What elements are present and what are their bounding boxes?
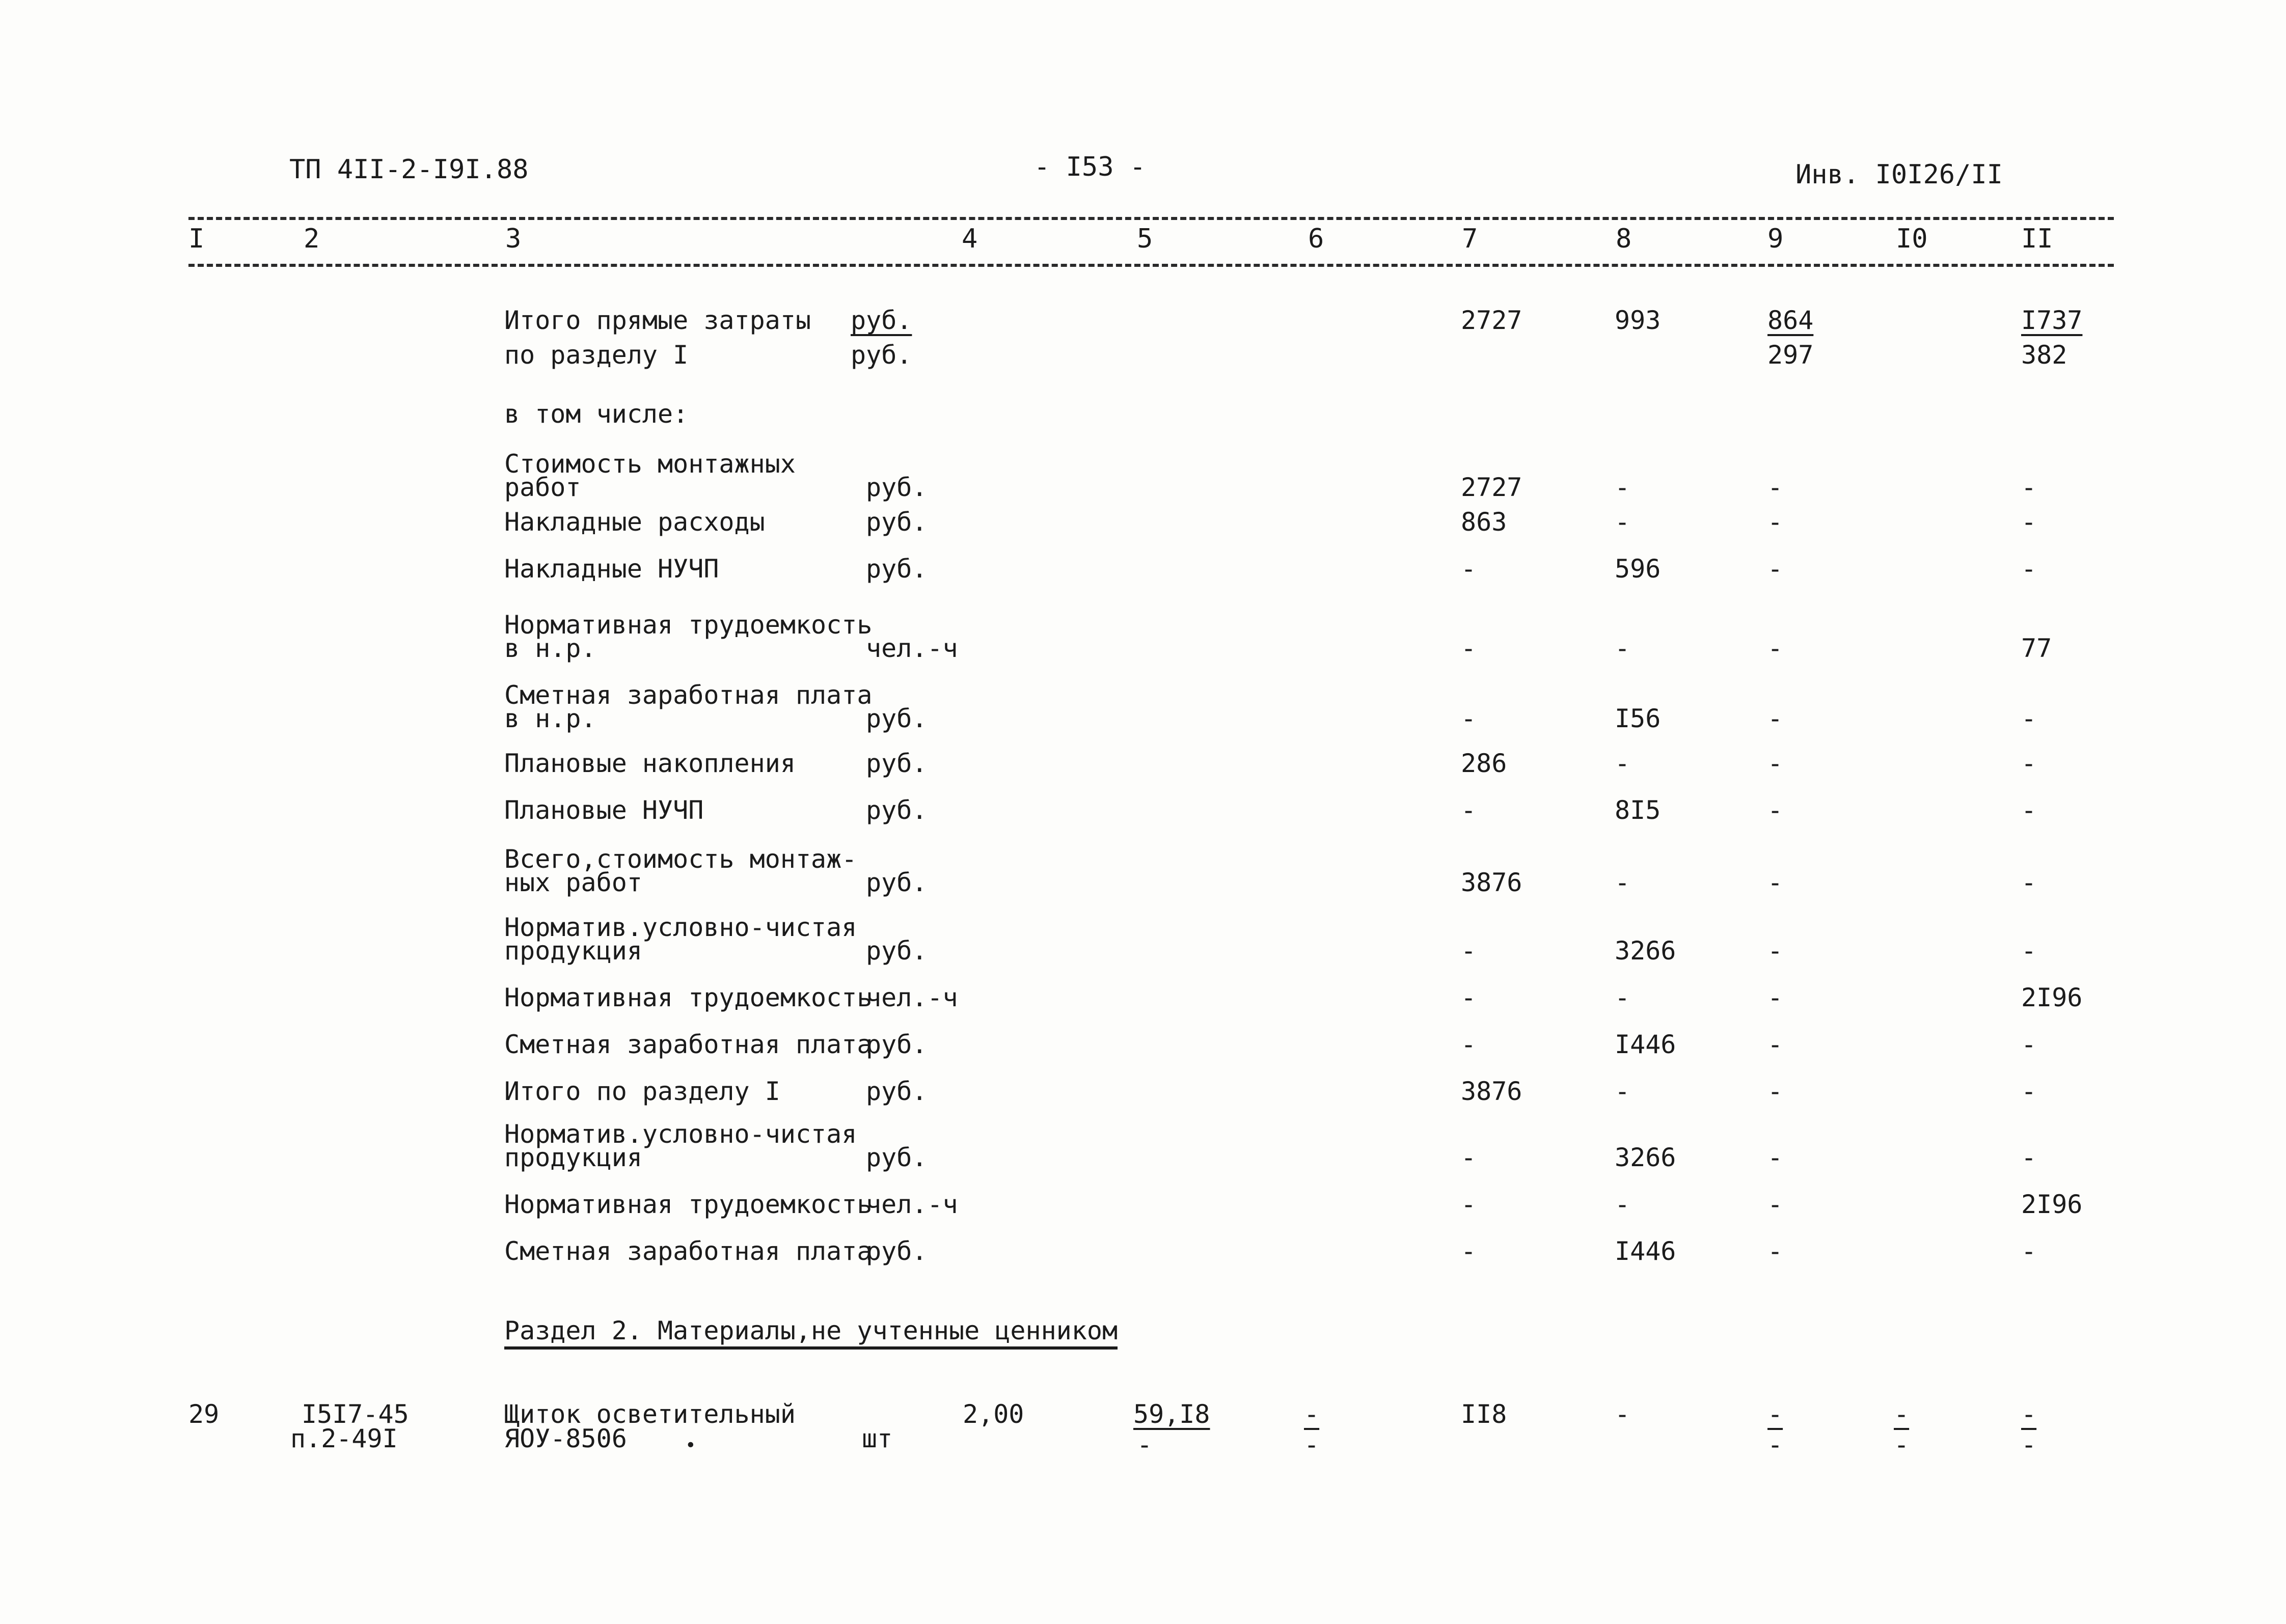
row-unit: чел.-ч — [866, 983, 958, 1012]
item-col10-top: - — [1894, 1399, 1910, 1429]
header-rule-top — [188, 217, 2114, 220]
inventory-number: Инв. I0I26/II — [1795, 159, 2003, 190]
item-col11-top: - — [2021, 1399, 2037, 1429]
row-label-line1: Сметная заработная плата — [504, 680, 873, 710]
row-label-line1: Норматив.условно-чистая — [504, 1119, 857, 1149]
item-name-line2: ЯОУ-8506 — [504, 1424, 627, 1453]
row-col7: - — [1461, 634, 1477, 663]
row-col7: - — [1461, 554, 1477, 584]
row-col8: 596 — [1615, 554, 1661, 584]
row-label-line1: Стоимость монтажных — [504, 449, 796, 479]
row-unit: руб. — [866, 1030, 928, 1059]
row-col9: - — [1767, 1236, 1783, 1266]
row-col9: - — [1767, 1143, 1783, 1172]
bullet-mark: • — [685, 1435, 696, 1456]
row-col8: I446 — [1615, 1236, 1676, 1266]
item-name-line1: Щиток осветительный — [504, 1399, 796, 1429]
totals-col9-bottom: 297 — [1767, 340, 1814, 370]
row-label-line2: продукция — [504, 936, 642, 966]
item-col8: - — [1615, 1399, 1630, 1429]
row-col8: I56 — [1615, 704, 1661, 733]
row-col9: - — [1767, 473, 1783, 502]
row-col11: - — [2021, 795, 2037, 825]
row-col9: - — [1767, 507, 1783, 537]
row-unit: руб. — [866, 1236, 928, 1266]
row-col8: - — [1615, 473, 1630, 502]
row-col7: - — [1461, 1236, 1477, 1266]
row-label-line1: Норматив.условно-чистая — [504, 913, 857, 942]
item-qty: 2,00 — [963, 1399, 1024, 1429]
row-col9: - — [1767, 1030, 1783, 1059]
row-col11: - — [2021, 1030, 2037, 1059]
row-col7: - — [1461, 1030, 1477, 1059]
row-col7: - — [1461, 983, 1477, 1012]
row-label-line1: Нормативная трудоемкость — [504, 983, 873, 1012]
row-col8: - — [1615, 507, 1630, 537]
row-col9: - — [1767, 936, 1783, 966]
item-unit: шт — [862, 1424, 893, 1453]
row-col11: 77 — [2021, 634, 2052, 663]
row-unit: руб. — [866, 749, 928, 778]
row-col7: 286 — [1461, 749, 1507, 778]
row-label-line1: Всего,стоимость монтаж- — [504, 844, 857, 874]
totals-unit1: руб. — [851, 306, 912, 335]
row-col7: 3876 — [1461, 1077, 1522, 1106]
column-number: I0 — [1896, 224, 1928, 254]
row-col8: - — [1615, 868, 1630, 897]
row-col7: 863 — [1461, 507, 1507, 537]
row-unit: руб. — [866, 1143, 928, 1172]
page-number: - I53 - — [1034, 152, 1146, 182]
item-col7: II8 — [1461, 1399, 1507, 1429]
column-number: 7 — [1462, 224, 1478, 254]
item-col10-bottom: - — [1894, 1430, 1910, 1460]
row-label-line1: Итого по разделу I — [504, 1077, 780, 1106]
item-col6-bottom: - — [1304, 1430, 1320, 1460]
header-rule-bottom — [188, 264, 2114, 267]
column-number: 5 — [1137, 224, 1153, 254]
row-col7: - — [1461, 936, 1477, 966]
row-unit: чел.-ч — [866, 634, 958, 663]
row-label-line1: Плановые НУЧП — [504, 795, 704, 825]
row-col11: - — [2021, 507, 2037, 537]
row-col8: 3266 — [1615, 936, 1676, 966]
column-number: 8 — [1616, 224, 1632, 254]
row-col8: - — [1615, 983, 1630, 1012]
row-unit: руб. — [866, 795, 928, 825]
row-col11: 2I96 — [2021, 983, 2083, 1012]
item-col9-top: - — [1767, 1399, 1783, 1429]
item-col9-bottom: - — [1767, 1430, 1783, 1460]
row-col11: - — [2021, 936, 2037, 966]
item-code-line1: I5I7-45 — [302, 1399, 409, 1429]
row-col8: - — [1615, 1190, 1630, 1219]
row-col9: - — [1767, 749, 1783, 778]
row-col11: - — [2021, 473, 2037, 502]
row-col9: - — [1767, 554, 1783, 584]
item-col6-top: - — [1304, 1399, 1320, 1429]
row-col7: - — [1461, 795, 1477, 825]
row-col7: - — [1461, 704, 1477, 733]
item-col11-bottom: - — [2021, 1430, 2037, 1460]
column-number: 9 — [1767, 224, 1784, 254]
row-col9: - — [1767, 1077, 1783, 1106]
row-col9: - — [1767, 1190, 1783, 1219]
totals-col9-top: 864 — [1767, 306, 1814, 335]
row-col8: 8I5 — [1615, 795, 1661, 825]
row-unit: руб. — [866, 1077, 928, 1106]
totals-label-line1: Итого прямые затраты — [504, 306, 811, 335]
row-col11: - — [2021, 554, 2037, 584]
totals-col11-bottom: 382 — [2021, 340, 2067, 370]
row-col11: - — [2021, 1077, 2037, 1106]
row-col7: - — [1461, 1190, 1477, 1219]
item-price-bottom: - — [1137, 1430, 1153, 1460]
row-label-line1: Сметная заработная плата — [504, 1236, 873, 1266]
column-number: 2 — [304, 224, 320, 254]
section2-title: Раздел 2. Материалы,не учтенные ценником — [504, 1318, 1118, 1350]
row-col11: - — [2021, 704, 2037, 733]
row-col11: - — [2021, 1236, 2037, 1266]
row-col8: - — [1615, 1077, 1630, 1106]
row-unit: чел.-ч — [866, 1190, 958, 1219]
row-unit: руб. — [866, 936, 928, 966]
row-col9: - — [1767, 795, 1783, 825]
totals-label-line2: по разделу I — [504, 340, 689, 370]
row-label-line2: в н.р. — [504, 704, 596, 733]
row-label-line2: ных работ — [504, 868, 642, 897]
row-label-line1: Нормативная трудоемкость — [504, 1190, 873, 1219]
including-label: в том числе: — [504, 399, 689, 429]
column-number: 6 — [1308, 224, 1324, 254]
row-col9: - — [1767, 983, 1783, 1012]
column-number: I — [188, 224, 205, 254]
row-col7: 3876 — [1461, 868, 1522, 897]
row-label-line1: Нормативная трудоемкость — [504, 610, 873, 640]
row-unit: руб. — [866, 473, 928, 502]
doc-code: ТП 4II-2-I9I.88 — [289, 154, 529, 185]
row-label-line2: работ — [504, 473, 581, 502]
column-number: II — [2021, 224, 2053, 254]
row-unit: руб. — [866, 704, 928, 733]
row-col9: - — [1767, 634, 1783, 663]
totals-col7: 2727 — [1461, 306, 1522, 335]
row-col8: 3266 — [1615, 1143, 1676, 1172]
row-unit: руб. — [866, 507, 928, 537]
row-col7: 2727 — [1461, 473, 1522, 502]
row-label-line1: Накладные расходы — [504, 507, 765, 537]
row-label-line1: Плановые накопления — [504, 749, 796, 778]
row-col9: - — [1767, 868, 1783, 897]
totals-col11-top: I737 — [2021, 306, 2083, 335]
row-col11: 2I96 — [2021, 1190, 2083, 1219]
totals-col8: 993 — [1615, 306, 1661, 335]
row-col11: - — [2021, 868, 2037, 897]
row-col7: - — [1461, 1143, 1477, 1172]
column-number: 4 — [962, 224, 978, 254]
row-col8: - — [1615, 749, 1630, 778]
row-col9: - — [1767, 704, 1783, 733]
row-label-line1: Накладные НУЧП — [504, 554, 719, 584]
item-code-line2: п.2-49I — [290, 1424, 398, 1453]
column-number: 3 — [505, 224, 522, 254]
totals-unit2: руб. — [851, 340, 912, 370]
item-price-top: 59,I8 — [1133, 1399, 1210, 1429]
row-col11: - — [2021, 749, 2037, 778]
row-unit: руб. — [866, 554, 928, 584]
row-col8: I446 — [1615, 1030, 1676, 1059]
row-label-line1: Сметная заработная плата — [504, 1030, 873, 1059]
row-col11: - — [2021, 1143, 2037, 1172]
item-number: 29 — [188, 1399, 220, 1429]
row-label-line2: продукция — [504, 1143, 642, 1172]
row-label-line2: в н.р. — [504, 634, 596, 663]
row-col8: - — [1615, 634, 1630, 663]
row-unit: руб. — [866, 868, 928, 897]
